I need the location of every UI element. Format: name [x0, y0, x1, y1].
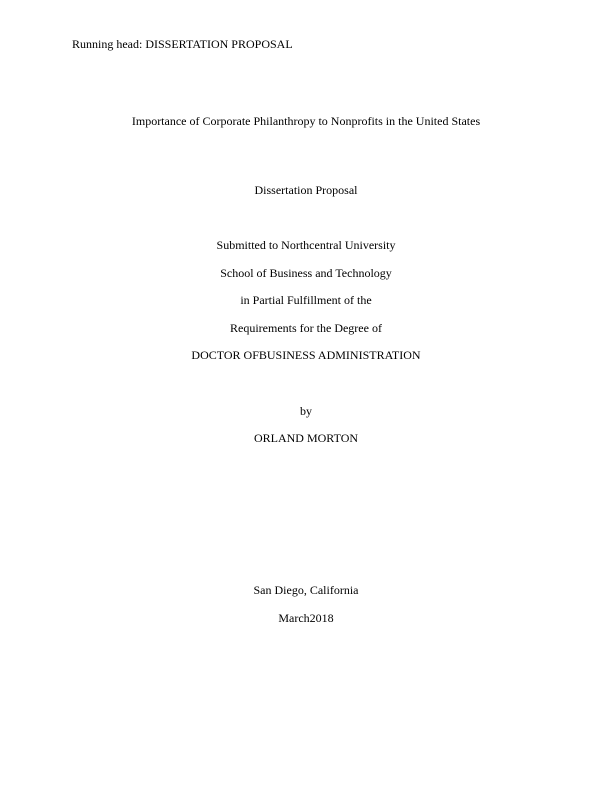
submission-line-requirements: Requirements for the Degree of — [230, 321, 382, 335]
date: March2018 — [278, 611, 334, 625]
submission-line-fulfillment: in Partial Fulfillment of the — [240, 293, 372, 307]
degree-name: DOCTOR OFBUSINESS ADMINISTRATION — [191, 348, 421, 362]
submission-line-university: Submitted to Northcentral University — [216, 238, 396, 252]
location: San Diego, California — [253, 583, 359, 597]
document-type: Dissertation Proposal — [254, 183, 358, 197]
running-head: Running head: DISSERTATION PROPOSAL — [72, 37, 293, 51]
by-label: by — [300, 404, 312, 418]
author-name: ORLAND MORTON — [253, 431, 359, 445]
paper-title: Importance of Corporate Philanthropy to Nonprofits in the United States — [131, 114, 481, 128]
submission-line-school: School of Business and Technology — [220, 266, 392, 280]
